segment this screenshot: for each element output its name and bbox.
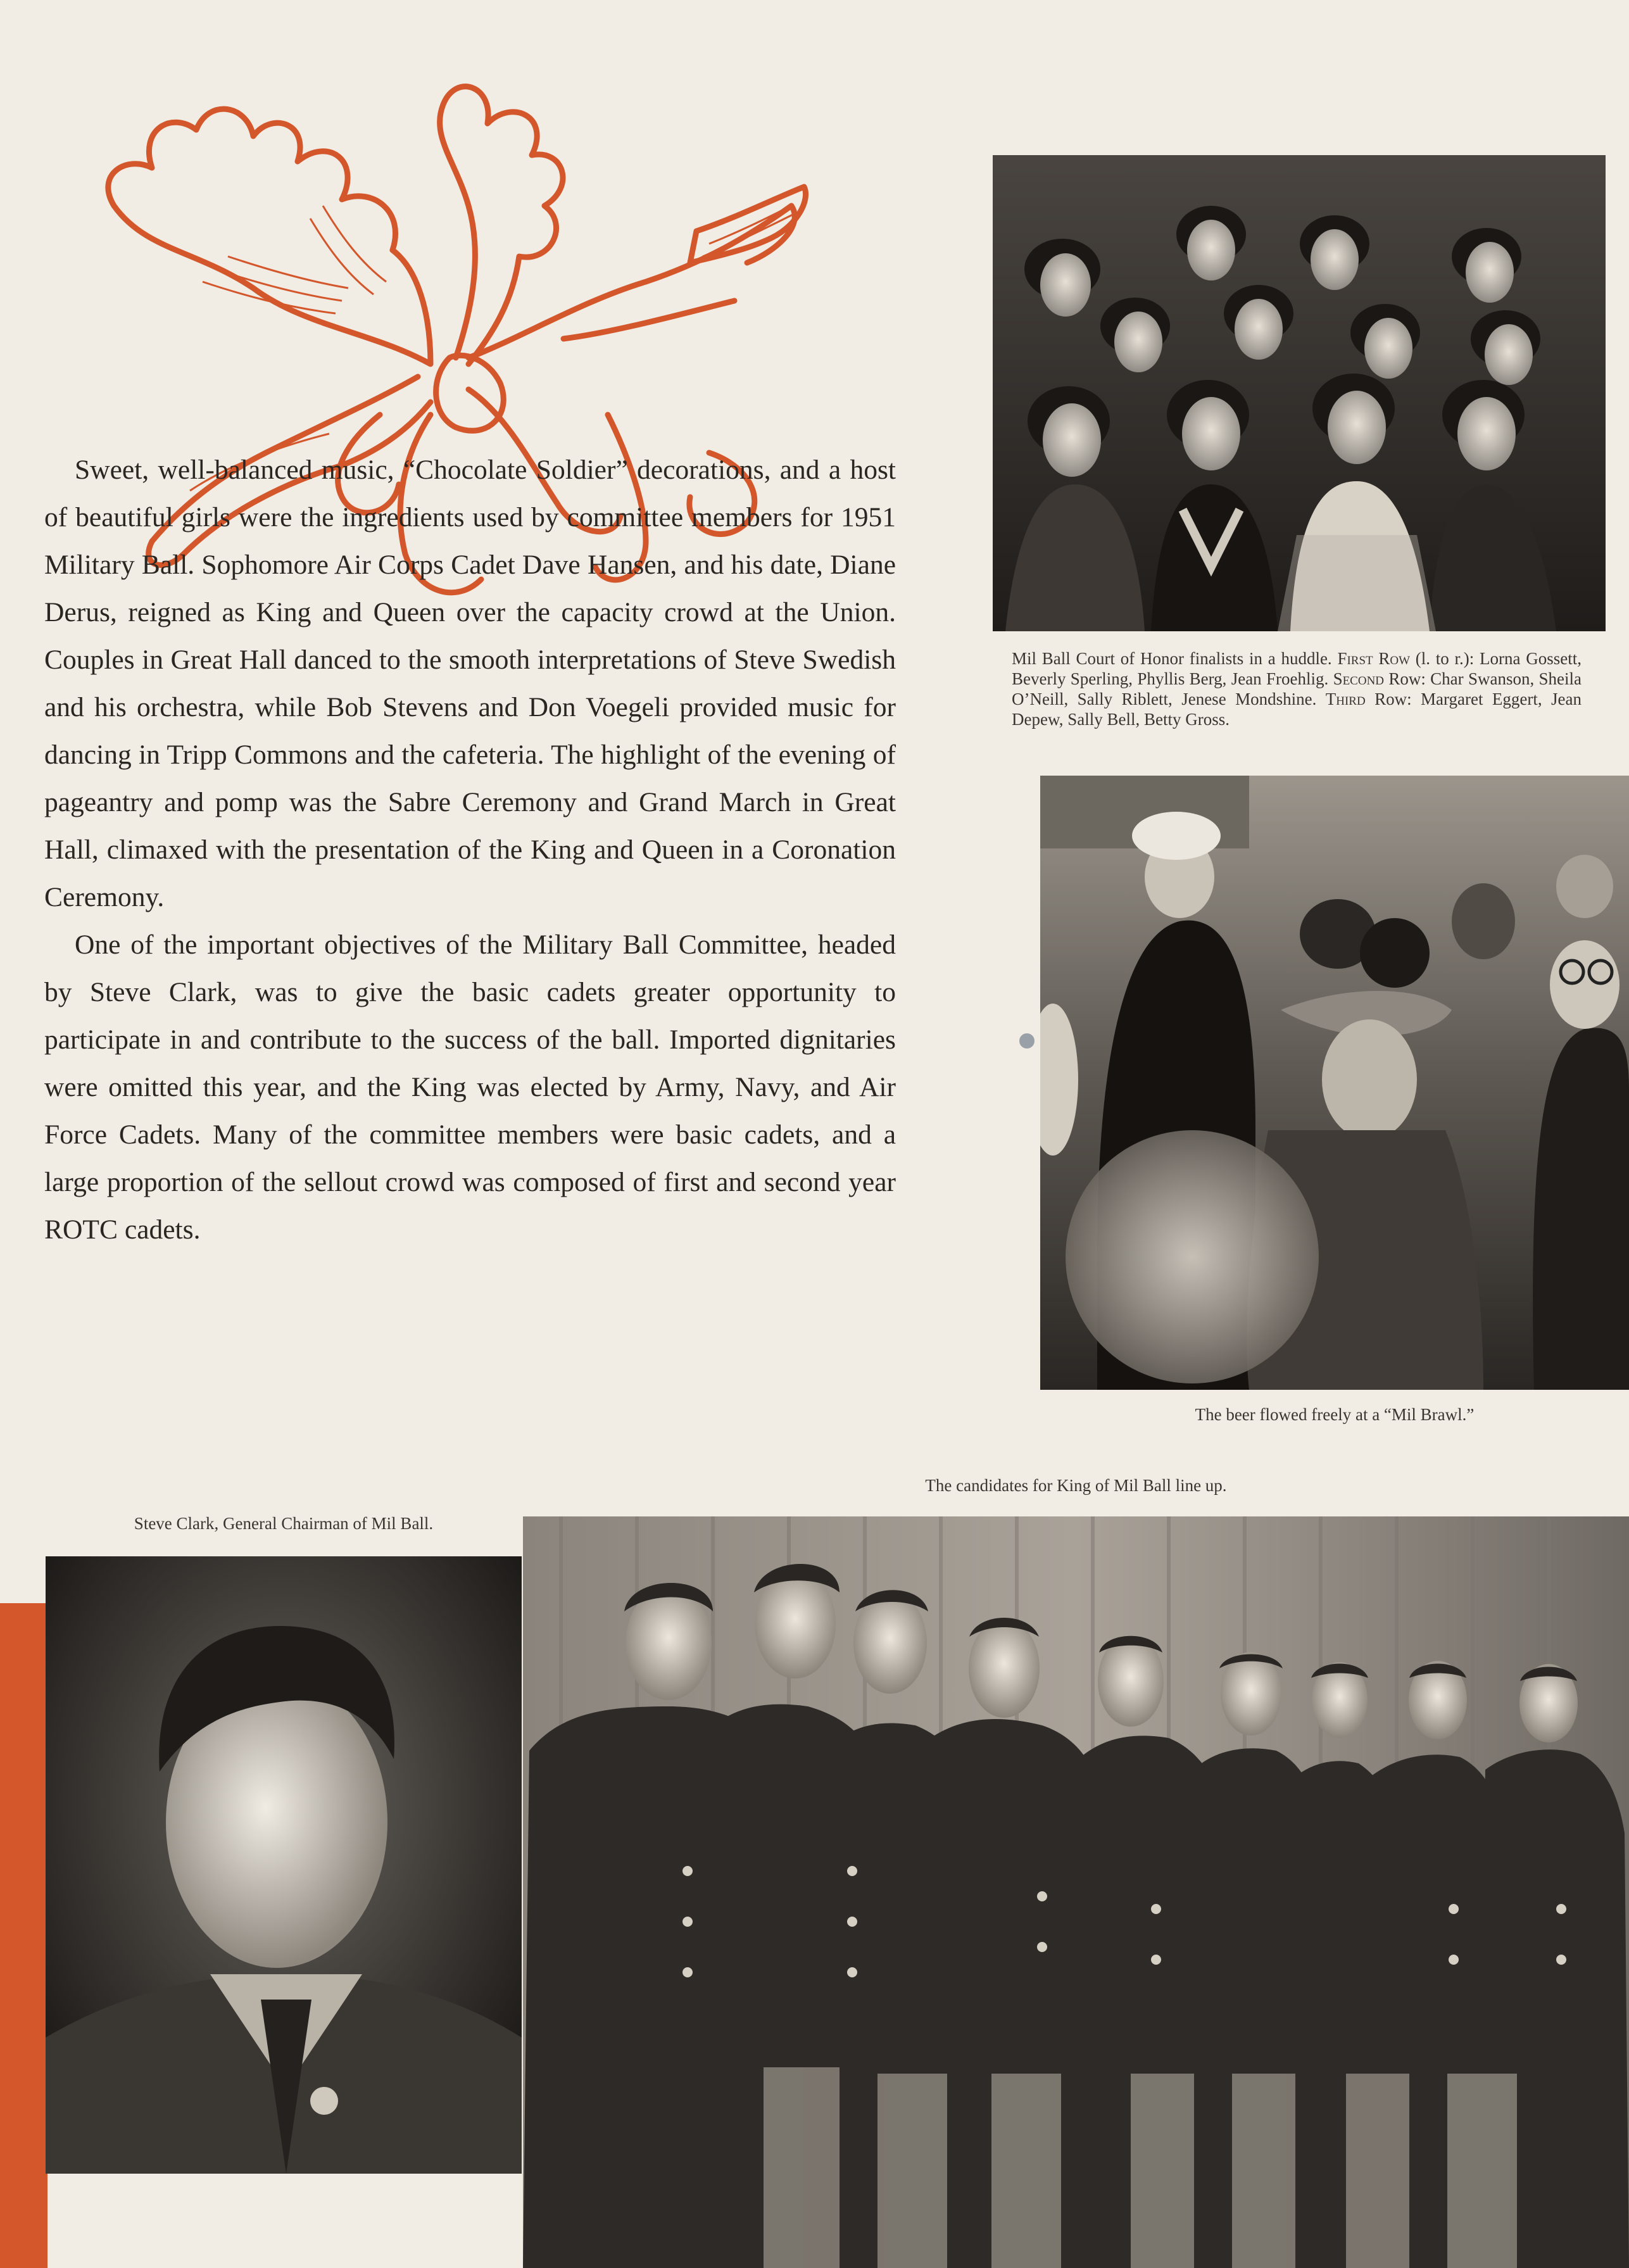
court-second-label: Second (1333, 669, 1385, 688)
steve-clark-portrait (46, 1556, 522, 2174)
mil-brawl-photo (1040, 776, 1629, 1390)
court-third-row-names: : Margaret Eggert, Jean Depew, Sally Bell, Betty Gross. (1012, 690, 1582, 729)
article-paragraph-2: One of the important objectives of the Military Ball Committee, headed by Steve Clark, was to give the basic cadets greater opportunity to participate in and contribute to the success of the ball. Imported dignitaries were omitted this year, and the King was elected by Army, Navy, and Air Force Cadets. Many of the committee members were basic cadets, and a large proportion of the sellout crowd was composed of first and second year ROTC cadets. (44, 929, 896, 1245)
court-of-honor-photo (993, 155, 1606, 631)
court-first-row-names: (l. to r.): Lorna Gossett, Beverly Sperling, Phyllis Berg, Jean Froehlig. (1012, 649, 1582, 688)
accent-strip (0, 2173, 47, 2268)
court-third-row-word: Row (1374, 690, 1407, 709)
court-first-row-label: First Row (1337, 649, 1411, 668)
court-third-label: Third (1325, 690, 1366, 709)
court-of-honor-caption (1012, 648, 1582, 729)
candidates-caption: The candidates for King of Mil Ball line up. (925, 1476, 1227, 1495)
clark-caption: Steve Clark, General Chairman of Mil Ball. (134, 1514, 434, 1533)
court-second-row-names: : Char Swanson, Sheila O’Neill, Sally Riblett, Jenese Mondshine. (1012, 669, 1582, 709)
king-candidates-photo (523, 1516, 1629, 2268)
court-caption-intro: Mil Ball Court of Honor finalists in a huddle. (1012, 649, 1332, 668)
court-second-row-word: Row (1388, 669, 1421, 688)
mil-brawl-caption: The beer flowed freely at a “Mil Brawl.” (1195, 1405, 1475, 1424)
article-body (44, 446, 896, 1254)
article-paragraph-1: Sweet, well-balanced music, “Chocolate Soldier” decorations, and a host of beautiful girls were the ingredients used by committee members for 1951 Military Ball. Sophomore Air Corps Cadet Dave Hansen, and his date, Diane Derus, reigned as King and Queen over the capacity crowd at the Union. Couples in Great Hall danced to the smooth interpretations of Steve Swedish and his orchestra, while Bob Stevens and Don Voegeli provided music for dancing in Tripp Commons and the cafeteria. The highlight of the evening of pageantry and pomp was the Sabre Ceremony and Grand March in Great Hall, climaxed with the presentation of the King and Queen in a Coronation Ceremony. (44, 455, 896, 912)
decorative-dot (1019, 1033, 1035, 1049)
